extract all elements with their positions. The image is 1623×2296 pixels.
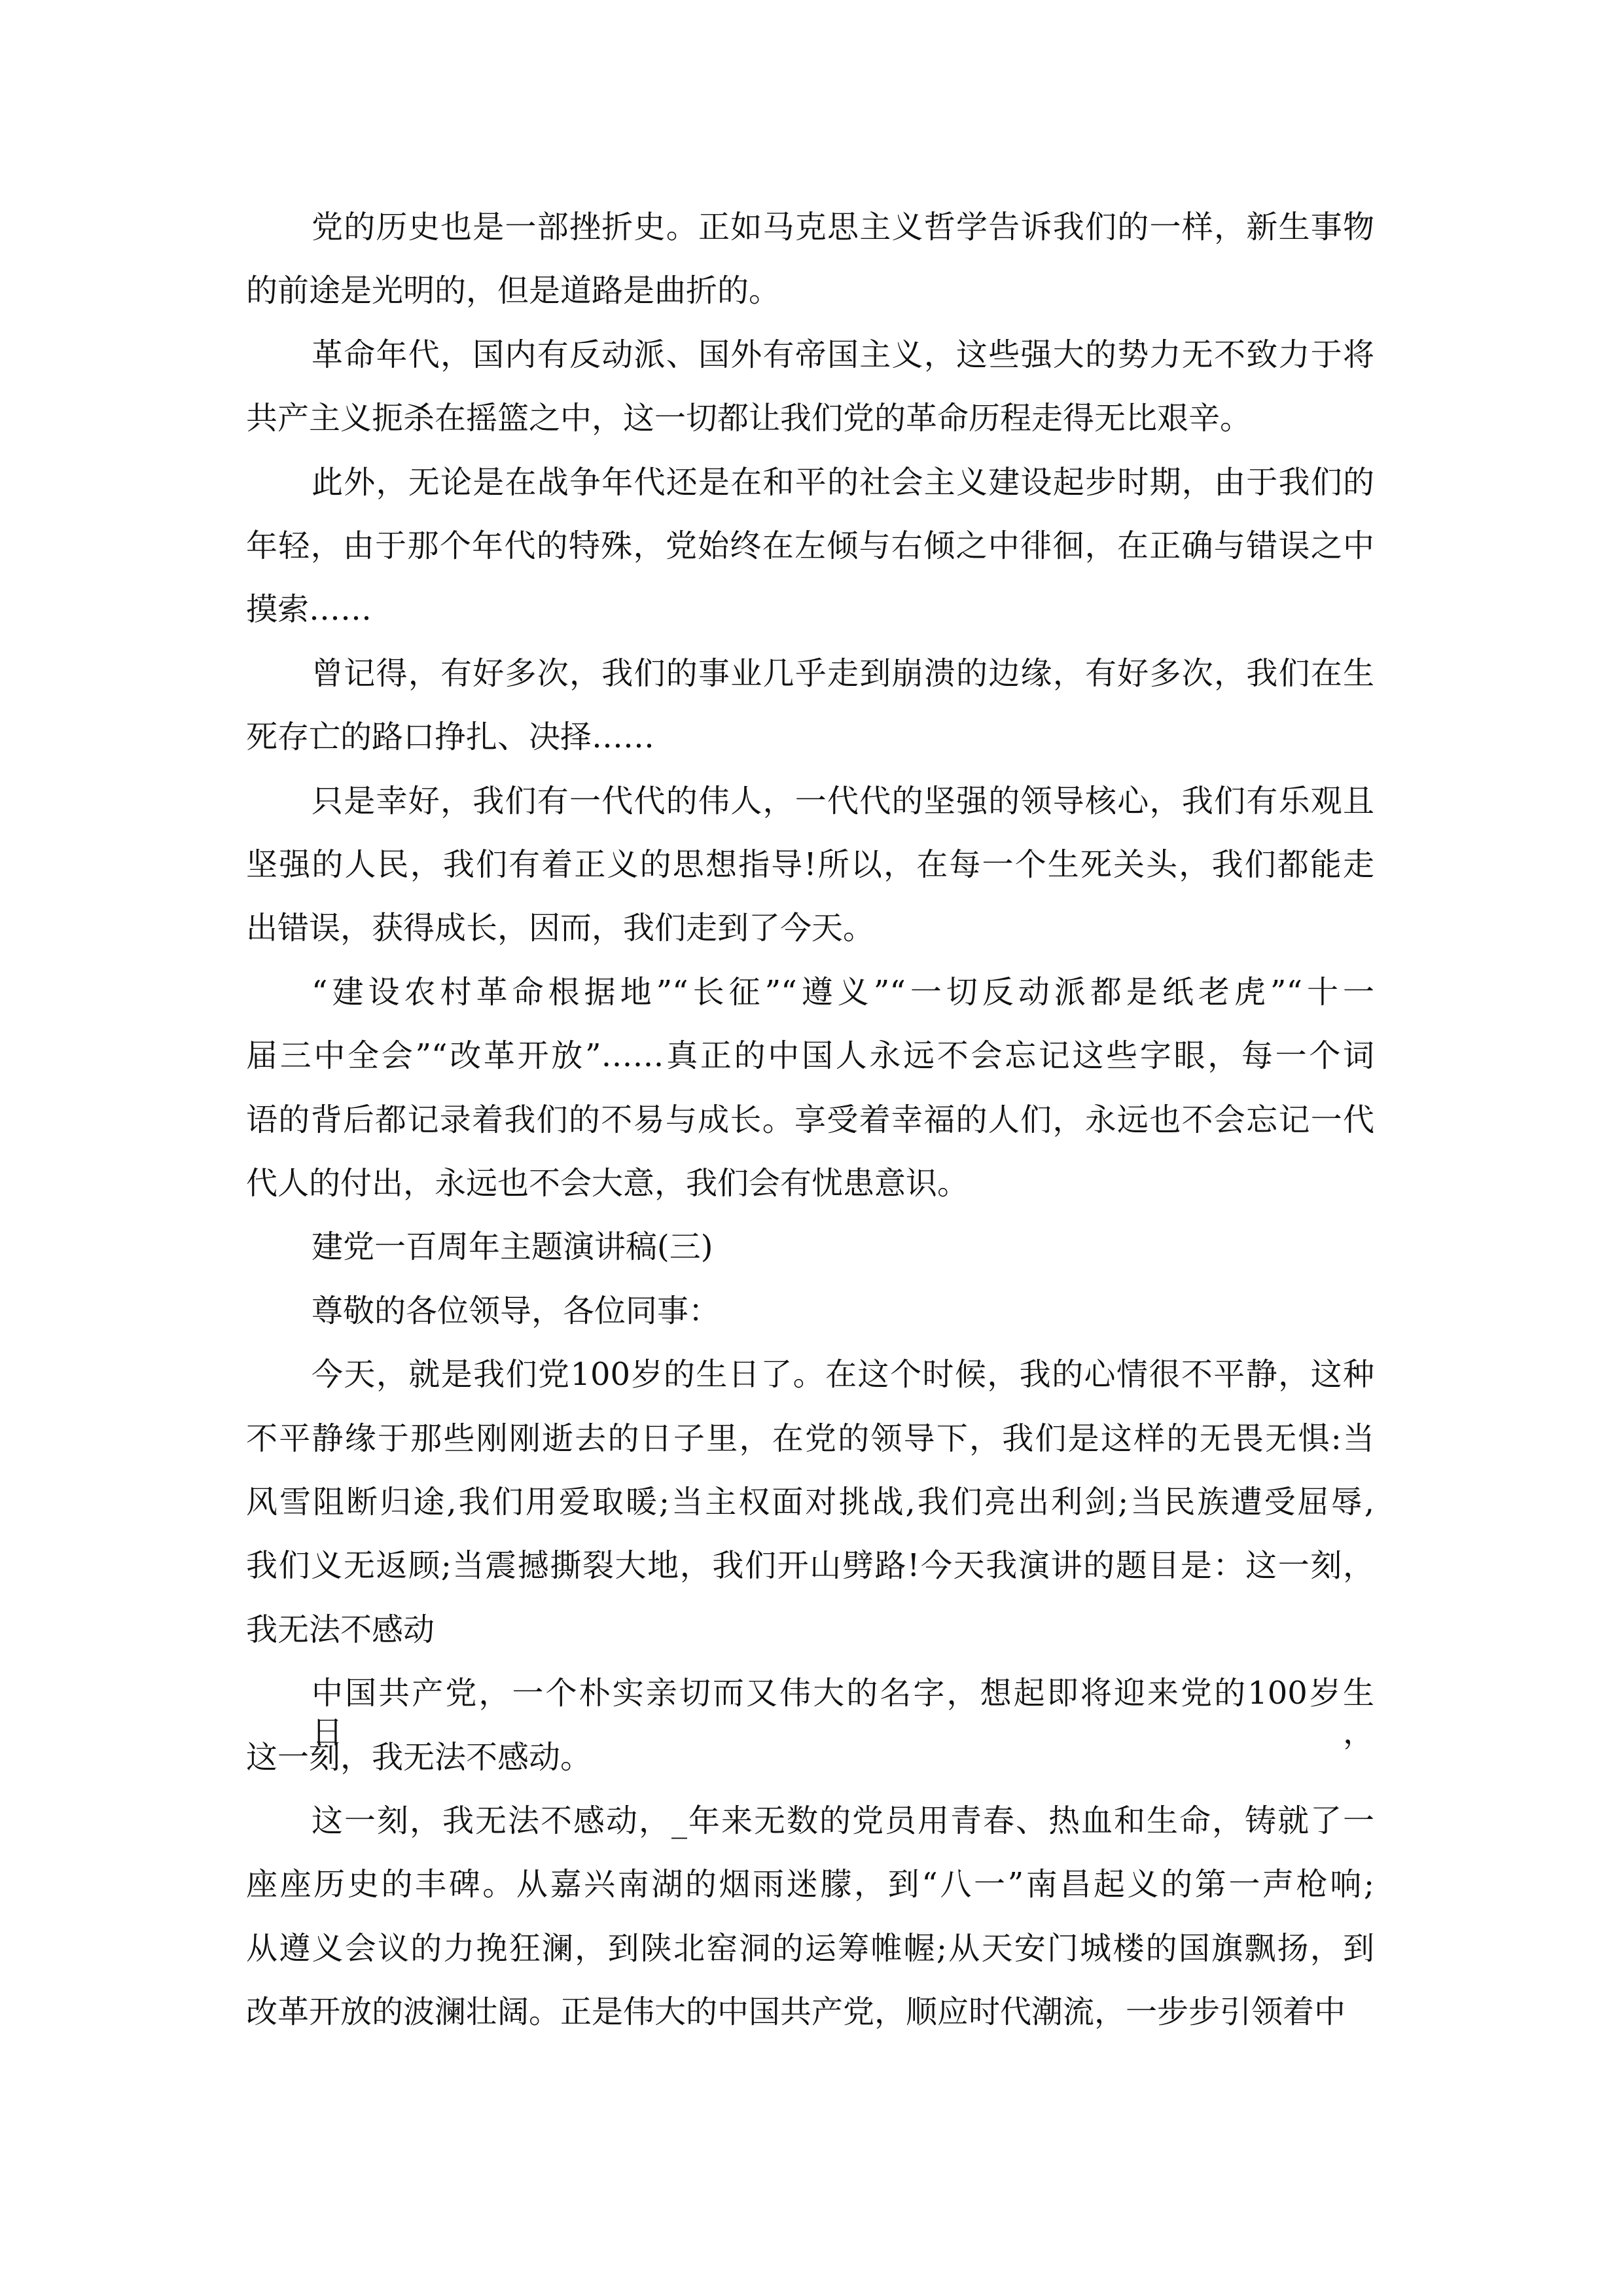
text-line: 此外，无论是在战争年代还是在和平的社会主义建设起步时期，由于我们的 — [312, 464, 1374, 501]
text-line: 坚强的人民，我们有着正义的思想指导!所以，在每一个生死关头，我们都能走 — [246, 846, 1374, 883]
text-line: 共产主义扼杀在摇篮之中，这一切都让我们党的革命历程走得无比艰辛。 — [246, 400, 1252, 437]
text-line: 我无法不感动 — [246, 1611, 435, 1648]
text-line: 只是幸好，我们有一代代的伟人，一代代的坚强的领导核心，我们有乐观且 — [312, 783, 1374, 819]
text-line: 座座历史的丰碑。从嘉兴南湖的烟雨迷朦，到“八一”南昌起义的第一声枪响; — [246, 1866, 1374, 1903]
text-line: 摸索…… — [246, 591, 372, 628]
text-line: 这一刻，我无法不感动。 — [246, 1739, 592, 1776]
text-line: 这一刻，我无法不感动，_年来无数的党员用青春、热血和生命，铸就了一 — [312, 1803, 1374, 1839]
text-line: 尊敬的各位领导，各位同事： — [312, 1293, 721, 1329]
text-line: 届三中全会”“改革开放”……真正的中国人永远不会忘记这些字眼，每一个词 — [246, 1037, 1374, 1074]
text-line: 代人的付出，永远也不会大意，我们会有忧患意识。 — [246, 1165, 969, 1202]
text-line: 党的历史也是一部挫折史。正如马克思主义哲学告诉我们的一样，新生事物 — [312, 209, 1374, 245]
text-line: 中国共产党，一个朴实亲切而又伟大的名字，想起即将迎来党的100岁生日， — [312, 1675, 1374, 1751]
text-line: 的前途是光明的，但是道路是曲折的。 — [246, 272, 781, 309]
text-line: “建设农村革命根据地”“长征”“遵义”“一切反动派都是纸老虎”“十一 — [312, 974, 1374, 1011]
text-line: 改革开放的波澜壮阔。正是伟大的中国共产党，顺应时代潮流，一步步引领着中 — [246, 1994, 1346, 2030]
text-line: 今天，就是我们党100岁的生日了。在这个时候，我的心情很不平静，这种 — [312, 1356, 1374, 1393]
text-line: 建党一百周年主题演讲稿(三) — [312, 1229, 713, 1265]
text-line: 革命年代，国内有反动派、国外有帝国主义，这些强大的势力无不致力于将 — [312, 336, 1374, 373]
text-line: 风雪阻断归途,我们用爱取暖;当主权面对挑战,我们亮出利剑;当民族遭受屈辱, — [246, 1484, 1374, 1520]
text-line: 从遵义会议的力挽狂澜，到陕北窑洞的运筹帷幄;从天安门城楼的国旗飘扬，到 — [246, 1930, 1374, 1967]
text-line: 我们义无返顾;当震撼撕裂大地，我们开山劈路!今天我演讲的题目是：这一刻， — [246, 1547, 1374, 1584]
text-line: 死存亡的路口挣扎、决择…… — [246, 719, 655, 755]
text-line: 曾记得，有好多次，我们的事业几乎走到崩溃的边缘，有好多次，我们在生 — [312, 655, 1374, 692]
text-line: 年轻，由于那个年代的特殊，党始终在左倾与右倾之中徘徊，在正确与错误之中 — [246, 528, 1374, 564]
text-line: 出错误，获得成长，因而，我们走到了今天。 — [246, 910, 875, 946]
text-line: 不平静缘于那些刚刚逝去的日子里，在党的领导下，我们是这样的无畏无惧:当 — [246, 1420, 1374, 1457]
text-line: 语的背后都记录着我们的不易与成长。享受着幸福的人们，永远也不会忘记一代 — [246, 1102, 1374, 1138]
